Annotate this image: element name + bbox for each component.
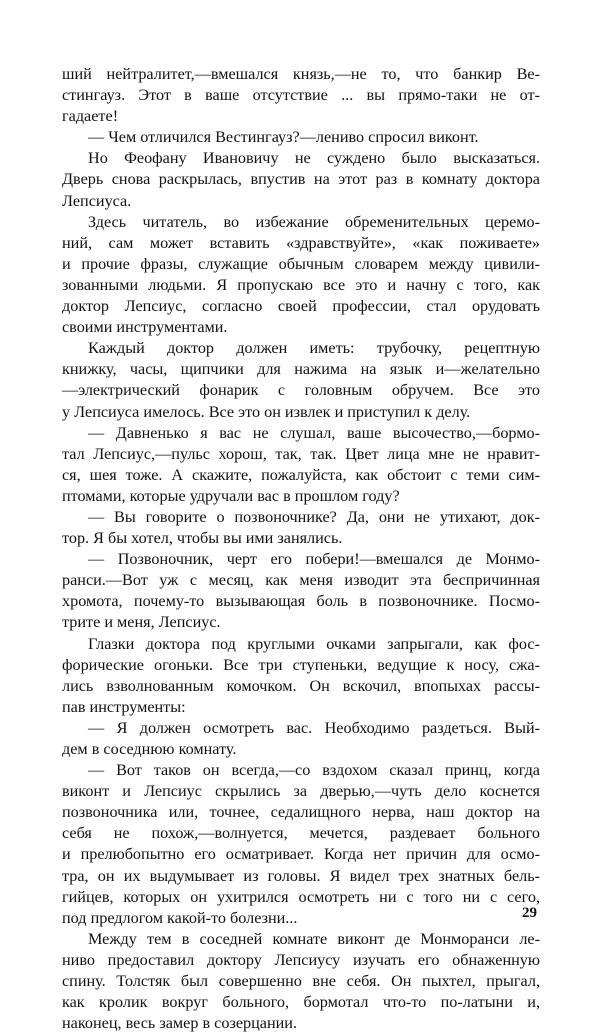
text-line: пав инструменты: — [62, 697, 186, 716]
paragraph — [62, 127, 540, 148]
text-line: Глазки доктора под круглыми очками запрыгали, как фос- — [88, 634, 540, 653]
text-line: Но Феофану Ивановичу не суждено было высказаться. — [88, 149, 540, 168]
text-line: ранси.—Вот уж с месяц, как меня изводит эта беспричинная — [62, 571, 540, 590]
text-line: —электрический фонарик с головным обручем. Все это — [62, 381, 540, 400]
text-line: наконец, весь замер в созерцании. — [62, 1014, 298, 1033]
paragraph — [62, 64, 540, 127]
paragraph — [62, 760, 540, 929]
text-line: Лепсиуса. — [62, 191, 132, 210]
text-line: книжку, часы, щипчики для нажима на язык и—желательно — [62, 360, 540, 379]
body-text — [62, 64, 540, 1034]
text-line: тра, он их выдумывает из головы. Я видел трех знатных бель- — [62, 866, 540, 885]
text-line: — Давненько я вас не слушал, ваше высочество,—бормо- — [88, 423, 540, 442]
text-line: ший нейтралитет,—вмешался князь,—не то, что банкир Ве- — [62, 65, 540, 83]
text-line: гадаете! — [62, 107, 119, 126]
text-line: своими инструментами. — [62, 318, 228, 337]
text-line: ся, шея тоже. А скажите, пожалуйста, как обстоит с теми сим- — [62, 465, 540, 484]
text-line: — Вы говорите о позвоночнике? Да, они не утихают, док- — [88, 507, 540, 526]
text-line: доктор Лепсиус, согласно своей профессии, стал орудовать — [62, 297, 540, 316]
text-line: лись взволнованным комочком. Он вскочил, впопыхах рассы- — [62, 676, 540, 695]
paragraph — [62, 338, 540, 422]
text-line: Дверь снова раскрылась, впустив на этот раз в комнату доктора — [62, 170, 540, 189]
paragraph — [62, 549, 540, 633]
text-line: тор. Я бы хотел, чтобы вы ими занялись. — [62, 529, 343, 548]
text-line: и прочие фразы, служащие обычным словарем между цивили- — [62, 254, 540, 273]
text-line: ний, сам может вставить «здравствуйте», «как поживаете» — [62, 233, 540, 252]
paragraph — [62, 212, 540, 339]
text-line: зованными людьми. Я пропускаю все это и начну с того, как — [62, 275, 540, 294]
text-line: — Позвоночник, черт его побери!—вмешался де Монмо- — [88, 550, 540, 569]
text-line: стингауз. Этот в ваше отсутствие ... вы прямо-таки не от- — [62, 86, 540, 105]
text-line: у Лепсиуса имелось. Все это он извлек и приступил к делу. — [62, 402, 471, 421]
text-line: позвоночника или, точнее, седалищного нерва, наш доктор на — [62, 803, 540, 822]
text-line: ниво предоставил доктору Лепсиусу изучать его обнаженную — [62, 950, 540, 969]
text-line: трите и меня, Лепсиус. — [62, 613, 221, 632]
text-line: Здесь читатель, во избежание обременительных церемо- — [88, 212, 540, 231]
text-line: гийцев, которых он ухитрился осмотреть ни с того ни с сего, — [62, 887, 540, 906]
text-line: спину. Толстяк был совершенно вне себя. Он пыхтел, прыгал, — [62, 972, 540, 991]
text-line: — Чем отличился Вестингауз?—лениво спросил виконт. — [88, 128, 479, 147]
text-line: дем в соседнюю комнату. — [62, 740, 237, 758]
text-line: тал Лепсиус,—пульс хорош, так, так. Цвет лица мне не нравит- — [62, 444, 540, 463]
paragraph — [62, 718, 540, 760]
text-line: Каждый доктор должен иметь: трубочку, рецептную — [88, 339, 540, 358]
text-line: и прелюбопытно его осматривает. Когда нет причин для осмо- — [62, 845, 540, 864]
text-line: хромота, почему-то вызывающая боль в позвоночнике. Посмо- — [62, 592, 540, 611]
text-line: Между тем в соседней комнате виконт де Монморанси ле- — [88, 929, 540, 948]
text-line: птомами, которые удручали вас в прошлом году? — [62, 486, 400, 505]
text-line: форические огоньки. Все три ступеньки, ведущие к носу, сжа- — [62, 655, 540, 674]
paragraph — [62, 634, 540, 718]
text-line: — Я должен осмотреть вас. Необходимо раздеться. Вый- — [88, 718, 540, 737]
text-line: — Вот таков он всегда,—со вздохом сказал принц, когда — [88, 761, 540, 780]
text-line: под предлогом какой-то болезни... — [62, 908, 298, 927]
paragraph — [62, 148, 540, 211]
text-line: виконт и Лепсиус скрылись за дверью,—чуть дело коснется — [62, 782, 540, 801]
text-line: себя не похож,—волнуется, мечется, раздевает больного — [62, 824, 540, 843]
paragraph — [62, 423, 540, 507]
text-line: как кролик вокруг больного, бормотал что-то по-латыни и, — [62, 993, 540, 1012]
paragraph — [62, 929, 540, 1034]
paragraph — [62, 507, 540, 549]
page-number: 29 — [522, 905, 537, 921]
